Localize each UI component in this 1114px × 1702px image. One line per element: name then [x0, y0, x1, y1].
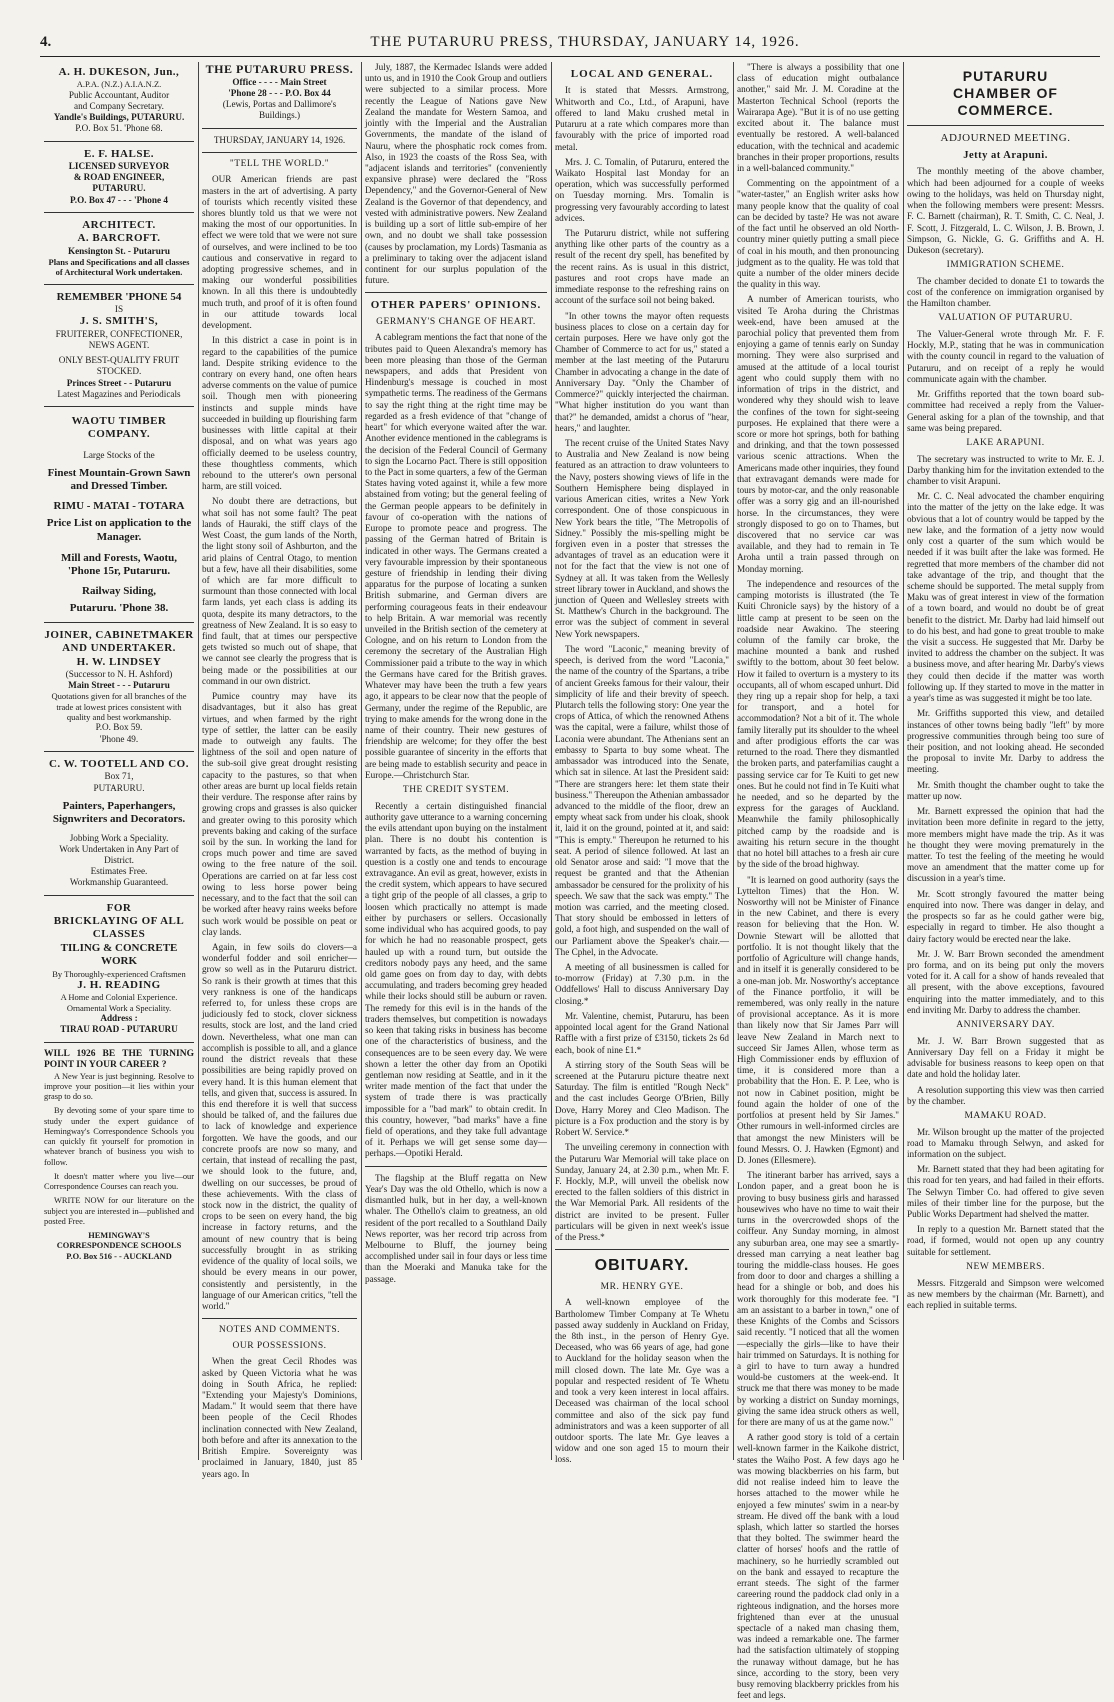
news-item: The Putaruru district, while not suffering anything like other parts of the country as a result of the recent dry spell, has benefited by the recent rains. As is usual in this district, pastures and root crops have made an immediate response to the refreshing rains on account of the surface soil not being baked. — [555, 228, 729, 306]
divider — [907, 125, 1104, 126]
ad-line: A Home and Colonial Experience. Ornamental Work a Speciality. — [60, 992, 178, 1013]
column-opinions — [361, 62, 551, 1460]
editorial-title: "TELL THE WORLD." — [229, 158, 330, 169]
ad-hemingway — [44, 1049, 194, 1262]
report-paragraph: Mr. Smith thought the chamber ought to take the matter up now. — [907, 779, 1104, 801]
paper-name: THE PUTARURU PRESS. — [205, 62, 354, 76]
section-heading: LAKE ARAPUNI. — [966, 437, 1045, 448]
obituary-heading: OBITUARY. — [594, 1257, 690, 1275]
ad-line: Workmanship Guaranteed. — [69, 877, 169, 888]
ad-paragraph: WRITE NOW for our literature on the subject you are interested in—published and posted Free. — [44, 1196, 194, 1226]
report-paragraph: The chamber decided to donate £1 to towards the cost of the conference on immigration organised by the Hamilton chamber. — [907, 275, 1104, 309]
ad-name: A. BARCROFT. — [77, 232, 161, 245]
ad-line: PUTARURU. — [92, 183, 146, 194]
report-paragraph: Mr. J. W. Barr Brown suggested that as Anniversary Day fell on a Friday it might be advisable for business reasons to keep open on that date and hold the holiday later. — [907, 1035, 1104, 1080]
news-item: "In other towns the mayor often requests business places to close on a certain day for certain purposes. Here we have only got the Chamber of Commerce to act for us," stated a member at the last meeting of the Putaruru Chamber in advocating a change in the date of Anniversary Day. "Only the Chamber of Commerce?" quickly interjected the chairman. "What higher institution do you want than that?" he demanded, amidst a chorus of "hear, hears," and laughter. — [555, 310, 729, 433]
divider — [44, 751, 194, 752]
ad-line: RIMU - MATAI - TOTARA — [53, 499, 185, 512]
ad-line: Plans and Specifications and all classes of Architectural Work undertaken. — [48, 256, 190, 278]
divider — [555, 1249, 729, 1250]
report-paragraph: The monthly meeting of the above chamber, which had been adjourned for a couple of weeks owing to the holidays, was held on Thursday night, when the following members were present: Messrs. F. C. Barnett (chairman), R. T. Smith, C. C. Neal, J. F. Scott, J. Fitzgerald, L. C. Wilson, J. B. Brown, J. Simpson, G. Nickle, G. G. Griffiths and A. H. Dukeson (secretary). — [907, 166, 1104, 255]
news-item: The unveiling ceremony in connection with the Putaruru War Memorial will take place on Sunday, January 24, at 2.30 p.m., when Mr. F. F. Hockly, M.P., will unveil the obelisk now erected to the fallen soldiers of this district in the War Memorial Park. All residents of the district are invited to be present. Fuller particulars will be given in next week's issue of the Press.* — [555, 1142, 729, 1243]
ad-paragraph: By devoting some of your spare time to study under the expert guidance of Hemingway's Correspondence Schools you can quickly fit yourself for promotion in whatever branch of business you wish to follow. — [44, 1106, 194, 1167]
ad-line: and Company Secretary. — [74, 100, 164, 111]
ad-reading — [44, 902, 194, 1036]
ad-line: Work Undertaken in Any Part of District. — [59, 843, 179, 865]
ad-line: Large Stocks of the — [83, 449, 155, 460]
ad-line: Box 71, — [104, 771, 134, 782]
news-item: "There is always a possibility that one class of education might outbalance another," said Mr. J. M. Coradine at the Masterton Technical School (reports the Wairarapa Age). "But it is of no use getting excited about it. The balance must eventually be restored. A well-balanced education, with the technical and academic branches in their proper proportions, results in a well-balanced community." — [737, 62, 899, 173]
ad-line: HEMINGWAY'S — [88, 1231, 150, 1241]
divider — [44, 1042, 194, 1043]
report-paragraph: Mr. Wilson brought up the matter of the projected road to Mamaku through Selwyn, and asked for information on the subject. — [907, 1126, 1104, 1159]
ad-name: WAOTU TIMBER COMPANY. — [71, 415, 167, 441]
divider — [44, 406, 194, 407]
report-paragraph: Messrs. Fitzgerald and Simpson were welcomed as new members by the chairman (Mr. Barnett), and each replied in suitable terms. — [907, 1277, 1104, 1310]
ad-name: J. H. READING — [77, 979, 161, 992]
report-paragraph: Mr. J. W. Barr Brown seconded the amendment pro forma, and on its being put only the movers voted for it. A call for a show of hands revealed that all present, with the above exceptions, favoured enquiring into the matter immediately, and to this end inviting Mr. Darby to address the chamber. — [907, 948, 1104, 1015]
ad-line: Finest Mountain-Grown Sawn and Dressed Timber. — [47, 467, 191, 493]
ad-line: Latest Magazines and Periodicals — [57, 388, 181, 399]
possessions-heading: OUR POSSESSIONS. — [232, 1340, 327, 1351]
report-paragraph: In reply to a question Mr. Barnett stated that the road, if formed, would not open up any country suitable for settlement. — [907, 1224, 1104, 1257]
divider — [44, 284, 194, 285]
divider — [44, 212, 194, 213]
ad-name: H. W. LINDSEY — [76, 655, 162, 668]
notes-heading: NOTES AND COMMENTS. — [218, 1325, 341, 1336]
section-heading: IMMIGRATION SCHEME. — [946, 260, 1065, 271]
ad-line: Kensington St. - Putaruru — [67, 245, 171, 256]
chamber-heading-line1: PUTARURU — [962, 68, 1049, 84]
editorial-dateline: THURSDAY, JANUARY 14, 1926. — [213, 134, 346, 145]
ad-line: Quotations given for all branches of the trade at lowest prices consistent with quality and best workmanship. — [51, 691, 187, 723]
ad-line: P.O. Box 516 - - AUCKLAND — [66, 1251, 172, 1261]
report-paragraph: Mr. Barnett expressed the opinion that had the invitation been more definite in regard to the jetty, more members might have made the trip. As it was he thought they were moving prematurely in the matter. To test the feeling of the meeting he would move an amendment that the matter come up for discussion in a year's time. — [907, 806, 1104, 884]
ad-tootell — [44, 758, 194, 889]
article-paragraph: When the great Cecil Rhodes was asked by Queen Victoria what he was doing in South Africa, he replied: "Extending your Majesty's Dominions, Madam." It would seem that there have been people of the Cecil Rhodes inclination connected with New Zealand, both before and after its annexation to the British Empire. Sovereignty was proclaimed in January, 1840, just 85 years ago. In — [202, 1356, 357, 1479]
section-heading: ANNIVERSARY DAY. — [956, 1020, 1055, 1031]
paper-masthead — [202, 62, 357, 122]
divider — [44, 622, 194, 623]
divider — [44, 141, 194, 142]
page-number: 4. — [40, 34, 52, 50]
ad-line: P.O. Box 59. — [95, 722, 143, 733]
ad-line: 'Phone 49. — [99, 733, 139, 744]
ad-line: IS — [114, 304, 124, 315]
news-item: The independence and resources of the camping motorists is illustrated (the Te Kuiti Chronicle says) by the history of a little camp at present to be seen on the roadside near Awakino. The steering column of the family car broke, the machine mounted a bank and rushed swiftly to the bottom, about 30 feet below. How it failed to overturn is a mystery to its occupants, all of whom escaped unhurt. Did they ring up a repair shop for help, a taxi for transport, and a hotel for accommodation? Not a bit of it. The whole family literally put its shoulder to the wheel and after prodigious efforts the car was returned to the road. There they dismantled the broken parts, and paterfamilias caught a passing service car for Te Kuiti to get new ones. But he could not find in Te Kuiti what he needed, and so he departed by the express for the garages of Auckland. Meanwhile the family philosophically pitched camp by the roadside and is awaiting his return secure in the thought that no hotel bill attaches to a fresh air cure by the side of the broad highway. — [737, 578, 899, 870]
column-editorial — [198, 62, 361, 1479]
ad-line: TIRAU ROAD - PUTARURU — [60, 1024, 178, 1035]
news-item: The itinerant barber has arrived, says a London paper, and a great boon he is proving to busy business girls and harassed housewives who have no time to wait their turns in the overcrowded shops of the coiffeur. Any Sunday morning, in almost any suburban area, one may see a smartly-dressed man carrying a neat leather bag touring the middle-class houses. He goes from door to door and charges a shilling a head for a shingle or bob, and does his work thoroughly for this moderate fee. "I am an assistant to a barber in town," one of these Knights of the Combs and Scissors said recently. "I noticed that all the women—especially the girls—like to have their hair trimmed on Saturdays. It is nothing for a girl to have to turn away a hundred would-be customers at the week-end. It struck me that there was money to be made by working a district on Sunday mornings, giving the same idea struck others as well, for there are many of us at the game now." — [737, 1170, 899, 1428]
ad-line: Address : — [100, 1013, 138, 1024]
ad-paragraph: It doesn't matter where you live—our Correspondence Courses can reach you. — [44, 1171, 194, 1192]
report-paragraph: The secretary was instructed to write to Mr. E. J. Darby thanking him for the invitation extended to the chamber to visit Arapuni. — [907, 453, 1104, 486]
page-header — [40, 34, 1100, 57]
news-item: A rather good story is told of a certain well-known farmer in the Kaikohe district, states the Waiho Post. A few days ago he was mowing blackberries on his farm, but did not realise indeed him to leave the horses attached to the mower while he enjoyed a few minutes' swim in a near-by stream. He dived off the bank with a loud splash, which latter so startled the horses that they bolted. The swimmer heard the clatter of horses' hoofs and the rattle of machinery, so he hurriedly scrambled out on the bank and essayed to recapture the errant steeds. The sight of the farmer careering round the paddock clad only in a righteous indignation, and the horses more frightened than ever at the unusual spectacle of a naked man chasing them, was indeed a remarkable one. The farmer had the satisfaction ultimately of stopping the runaway without damage, but he has since, according to the story, been very busy removing blackberry prickles from his feet and legs. — [737, 1432, 899, 1701]
ad-line: JOINER, CABINETMAKER AND UNDERTAKER. — [44, 628, 194, 655]
divider — [202, 128, 357, 129]
ad-line: REMEMBER 'PHONE 54 — [56, 290, 182, 303]
news-item: A number of American tourists, who visited Te Aroha during the Christmas week-end, have been amused at the parochial policy that prevented them from enjoying a game of tennis early on Sunday morning. They were also surprised and amused at the attitude of a local tourist agent who could supply them with no information of trips in the district, and wondered why they should wish to leave the confines of the town for sight-seeing purposes. He explained that there were a score or more hot springs, both for bathing and drinking, and that the town possessed various scenic attractions. When the Americans made other inquiries, they found that extravagant demands were made for tours by motor-car, and the only reasonable offer was a sorry gig and an ill-nourished horse. In the circumstances, they were strongly disposed to go on to Thames, but discovered that no service car was available, and they had to remain in Te Aroha until a train passed through on Monday morning. — [737, 294, 899, 574]
ad-line: A.P.A. (N.Z.) A.I.A.N.Z. — [76, 79, 162, 90]
ad-line: Putaruru. 'Phone 38. — [69, 602, 169, 615]
ad-line: & ROAD ENGINEER, — [73, 172, 165, 183]
ad-name: A. H. DUKESON, Jun., — [58, 66, 180, 78]
ad-line: Mill and Forests, Waotu, 'Phone 15r, Putaruru. — [60, 552, 178, 578]
ad-dukeson — [44, 66, 194, 135]
paper-buildings-line: (Lewis, Portas and Dallimore's Buildings.) — [222, 99, 337, 121]
report-paragraph: Mr. Barnett stated that they had been agitating for this road for ten years, and had failed in their efforts. The Selwyn Timber Co. had offered to give seven miles of their timber line for the purpose, but the Public Works Department had shelved the matter. — [907, 1164, 1104, 1220]
ad-line: CORRESPONDENCE SCHOOLS — [56, 1241, 182, 1251]
ad-waotu-timber — [44, 415, 194, 616]
ad-line: Jobbing Work a Speciality. — [69, 832, 169, 843]
report-paragraph: Mr. Griffiths reported that the town board sub-committee had received a reply from the Valuer-General asking for a plan of the township, and that same was being prepared. — [907, 389, 1104, 433]
report-paragraph: Mr. C. C. Neal advocated the chamber enquiring into the matter of the jetty on the lake edge. It was obvious that a lot of country would be tapped by the new lake, and the formation of a jetty now would only cost a quarter of the sum which would be needed if it was built after the lake was formed. He regretted that more members of the chamber did not take advantage of the trip, and thought that the scheme should be supported. The metal supply from Maku was of great interest in view of the formation of a town board, and would no doubt be of great benefit to the district. Mr. Darby had laid himself out to do his best, and had gone to great trouble to make the visit a success. He suggested that Mr. Darby be invited to address the chamber on the subject. It was a business move, and after hearing Mr. Darby's views they could then decide if the matter was worth following up. If they started to move in the matter in a year's time as was suggested it might be too late. — [907, 491, 1104, 704]
news-item: The word "Laconic," meaning brevity of speech, is derived from the word "Laconia," the name of the country of the Spartans, a tribe of ancient Greeks famous for their valour, their simplicity of life and their brevity of speech. Plutarch tells the following story: One year the crops of Attica, of which the renowned Athens was the capital, were a failure, whilst those of Laconia were abundant. The Athenians sent an embassy to Sparta to buy some wheat. The ambassador was introduced into the Senate, which sat in silence. At last the President said: "There are strangers here: let them state their business." Thereupon the Athenian ambassador advanced to the middle of the floor, drew an empty wheat sack from under his cloak, shook it, laid it on the ground, pointed at it, and said: "This is empty." Thereupon he returned to his seat. A period of silence followed. At last an old Senator arose and said: "I move that the request be granted and that the Athenian ambassador be censured for the prolixity of his speech. We saw that the sack was empty." The motion was carried, and the meeting closed. That story should be embossed in letters of gold, a foot high, and suspended on the wall of our Parliament above the Speaker's chair.—The Cphel, in the Advocate. — [555, 643, 729, 957]
ad-line: Public Accountant, Auditor — [68, 89, 170, 100]
news-item: Mr. Valentine, chemist, Putaruru, has been appointed local agent for the Grand National Raffle with a first prize of £3150, tickets 2s 6d each, book of nine £1.* — [555, 1010, 729, 1055]
ad-name: J. S. SMITH'S, — [79, 315, 159, 328]
obituary-subject: MR. HENRY GYE. — [600, 1281, 684, 1292]
news-item: It is stated that Messrs. Armstrong, Whitworth and Co., Ltd., of Arapuni, have offered to land Maku crushed metal in Putaruru at a rate which compares more than favourably with the price of imported road metal. — [555, 85, 729, 152]
divider — [44, 895, 194, 896]
news-item: "It is learned on good authority (says the Lyttelton Times) that the Hon. W. Nosworthy will not be Minister of Finance in the new Cabinet, and there is every reason for believing that the Hon. W. Downie Stewart will be allotted that portfolio. It is not thought likely that the portfolio of Agriculture will change hands, and in itself it is generally considered to be a one-man job. Mr. Nosworthy's acceptance of the Finance portfolio, it will be remembered, was only really in the nature of provisional acceptance. As it is more than likely now that Sir James Parr will leave New Zealand in March next to succeed Sir James Allen, whose term as High Commissioner ends by effluxion of time, it is considered more than a probability that the Hon. E. P. Lee, who is not now in Cabinet position, might be found again the holder of one of the portfolios at present held by Sir James." Other rumours in well-informed circles are that amongst the new Ministers will be found Messrs. O. J. Hawken (Egmont) and D. Jones (Ellesmere). — [737, 874, 899, 1165]
meeting-heading: ADJOURNED MEETING. — [940, 132, 1071, 145]
ad-lindsey — [44, 629, 194, 745]
editorial-paragraph: In this district a case in point is in regard to the capabilities of the pumice land. Despite striking evidence to the contrary on every hand, one often hears adverse comments on the value of pumice soil. Though men with pioneering instincts and supple minds have succeeded in building up flourishing farm businesses with little capital at their disposal, and on what was years ago officially deemed to be useless country, these thoughtless comments, which rebound to the utterer's own personal harm, are still voiced. — [202, 335, 357, 492]
editorial-paragraph: OUR American friends are past masters in the art of advertising. A party of tourists which recently visited these shores bluntly told us that we were not making the most of our opportunities. In effect we were told that we were not sure of ourselves, and were inclined to be too cautious and conservative in regard to adopting progressive schemes, and in making our wonderful possibilities known. In all this there is undoubtedly much truth, and proof of it is often found in our attitude towards local development. — [202, 174, 357, 331]
article-paragraph: July, 1887, the Kermadec Islands were added unto us, and in 1910 the Cook Group and outliers were subjected to a similar process. More recently the League of Nations gave New Zealand the mandate for Western Samoa, and jointly with the Imperial and the Australian Governments, the mandate of the island of Nauru, where the phosphatic rock comes from. Also, in 1923 the coasts of the Ross Sea, with "adjacent islands and territories" (conveniently expansive phrase) were declared the "Ross Dependency," and the Governor-General of New Zealand is the Governor of that dependency, and vested with administrative powers. New Zealand is building up a sort of little sub-empire of her own, and no doubt we shall take possession (causes by proclamation, my Lords) Tasmania as a preliminary to taking over the adjacent island continent for our surplus population of the future. — [365, 62, 547, 286]
ad-line: LICENSED SURVEYOR — [68, 161, 170, 172]
divider — [202, 152, 357, 153]
ad-line: Princes Street - - Putaruru — [66, 377, 172, 388]
article-paragraph: A cablegram mentions the fact that none of the tributes paid to Queen Alexandra's memory has been more pleasing than those of the German newspapers, and adds that President von Hindenburg's message is couched in most sympathetic terms. The readiness of the Germans to say the right thing at the right time may be regarded as a fresh evidence of that "change of heart" for which everyone waited after the war. Another evidence mentioned in the cablegrams is the decision of the Federal Council of Germany to sign the Locarno Pact. There is still opposition to the Pact in some quarters, a few of the German States having voted against it, while a few more abstained from voting; but the general feeling of the German people appears to be definitely in favour of co-operation with the nations of Europe to promote peace and progress. The passing of the German hatred of Britain is indicated in other ways. The Germans created a very favourable impression by their spontaneous gesture of friendship in lending their diving apparatus for the purpose of locating a sunken British submarine, and German divers are performing courageous feats in their endeavour to help Britain. A war memorial was recently unveiled in the British section of the cemetery at Cologne, and on his return to London from the ceremony the secretary of the Australian High Commissioner paid a tribute to the way in which the Germans have cared for the British graves. Whatever may have been the truth a few years ago, it appears to be clear now that the people of Germany, under the regime of the Republic, are trying to make amends for the wrong done in the name of their country. Their new gestures of friendship are welcome; for they offer the best possible guarantee of sincerity in the efforts that are being made to establish security and peace in Europe.—Christchurch Star. — [365, 332, 547, 780]
editorial-paragraph: No doubt there are detractions, but what soil has not some fault? The peat lands of Hauraki, the stiff clays of the West Coast, the gum lands of the North, the light stony soil of Ashburton, and the arid plains of Central Otago, to mention but a few, have all their disabilities, some of which are far more difficult to surmount than those connected with local farm lands, yet each class is adding its quota, despite its many detractors, to the greatness of New Zealand. It is so easy to find fault, that at times our perspective gets twisted so much out of shape, that we cannot see clearly the progress that is being made or the possibilities at our command in our own district. — [202, 496, 357, 686]
section-heading: MAMAKU ROAD. — [964, 1110, 1047, 1121]
ad-line: P.O. Box 51. 'Phone 68. — [75, 123, 163, 134]
column-local-general — [551, 62, 733, 1465]
ad-line: (Successor to N. H. Ashford) — [65, 668, 173, 679]
news-item: The recent cruise of the United States Navy to Australia and New Zealand is now being featured as an attraction to draw volunteers to the Navy, posters showing views of life in the Southern Hemisphere being displayed in various American cities, writes a New York correspondent. One of those conspicuous in New York bears the title, "The Metropolis of Sidney." Possibly the mis-spelling might be forgiven even in a poster that stresses the advantages of travel as an education were it not for the fact that the view is not one of Sydney at all. It was taken from the Wellesly street library tower in Auckland, and shows the junction of Queen and Wellesley streets with St. Matthew's Church in the background. The error was the subject of comment in several New York newspapers. — [555, 437, 729, 639]
ad-line: Railway Siding, — [82, 584, 156, 597]
other-papers-heading: OTHER PAPERS' OPINIONS. — [370, 299, 542, 312]
obituary-paragraph: A well-known employee of the Bartholomew Timber Company at Te Whetu passed away suddenly in Auckland on Friday, the 8th inst., in the person of Henry Gye. Deceased, who was 66 years of age, had gone to Auckland for the holiday season when the mill closed down. The late Mr. Gye was a popular and respected resident of Te Whetu and took a very keen interest in local affairs. Deceased was chairman of the local school committee and also of the sick pay fund administrators and was a keen supporter of all outdoor sports. The late Mr. Gye leaves a widow and one son aged 15 to mourn their loss. — [555, 1297, 729, 1465]
ad-line: BRICKLAYING OF ALL CLASSES — [53, 915, 185, 941]
news-item: Commenting on the appointment of a "water-taster," an English writer asks how many people know that the quality of coal can be decided by taste? He was not aware of the fact until he observed an old North-country miner quietly putting a small piece of coal in his mouth, and then pronouncing judgment as to the quality. He was told that quite a number of the older miners decide the quality in this way. — [737, 178, 899, 290]
germany-heading: GERMANY'S CHANGE OF HEART. — [376, 316, 536, 327]
report-paragraph: Mr. Griffiths supported this view, and detailed instances of other towns being badly "left" by more progressive communities through being too sure of their position, and not looking ahead. He seconded the proposal to invite Mr. Darby to address the meeting. — [907, 708, 1104, 775]
ad-heading: WILL 1926 BE THE TURNING POINT IN YOUR CAREER ? — [44, 1048, 194, 1071]
report-paragraph: A resolution supporting this view was then carried by the chamber. — [907, 1084, 1104, 1106]
news-item: Mrs. J. C. Tomalin, of Putaruru, entered the Waikato Hospital last Monday for an operation, which was successfully performed on Tuesday morning. Mrs. Tomalin is progressing very favourably according to latest advices. — [555, 156, 729, 223]
ad-line: Yandle's Buildings, PUTARURU. — [53, 112, 185, 123]
meeting-subheading: Jetty at Arapuni. — [963, 149, 1048, 161]
local-general-heading: LOCAL AND GENERAL. — [570, 68, 714, 80]
ad-line: TILING & CONCRETE WORK — [60, 941, 178, 968]
editorial-paragraph: Pumice country may have its disadvantages, but it also has great virtues, and when farmed by the right type of settler, the latter can be easily made to outweigh any faults. The lightness of the soil and open nature of the sub-soil give great drought resisting capacity to the pastures, so that when other areas are burnt up local fields retain their verdure. The response after rains by growing crops and grasses is also quicker and greater owing to this porosity which prevents baking and caking of the surface soil by the sun. In working the land for crops much power and time are saved owing to the free nature of the soil. Operations are carried on at far less cost owing to less horse power being necessary, and to the fact that the soil can be worked after heavy rains weeks before such work would be possible on peat or clay lands. — [202, 691, 357, 937]
column-advertisements — [40, 62, 198, 1460]
ad-line: Painters, Paperhangers, Signwriters and Decorators. — [52, 799, 186, 826]
report-paragraph: The Valuer-General wrote through Mr. F. F. Hockly, M.P., stating that he was in communication with the county council in regard to the valuation of Putaruru, and on receipt of a reply he would communicate again with the chamber. — [907, 329, 1104, 384]
ad-line: Price List on application to the Manager. — [46, 517, 192, 543]
ad-line: FRUITERER, CONFECTIONER, NEWS AGENT. — [55, 328, 183, 350]
report-paragraph: Mr. Scott strongly favoured the matter being enquired into now. There was danger in delay, and the prospects so far as he could gather were big, especially in regard to timber. He also thought a dairy factory would be erected near the lake. — [907, 888, 1104, 944]
paper-office-line: Office - - - - Main Street — [232, 76, 327, 87]
divider — [202, 1318, 357, 1319]
credit-heading: THE CREDIT SYSTEM. — [402, 785, 510, 796]
ad-line: Main Street - - - Putaruru — [68, 680, 170, 691]
ad-barcroft — [44, 219, 194, 278]
divider — [365, 292, 547, 293]
editorial-paragraph: Again, in few soils do clovers—a wonderful fodder and soil enricher—grow so well as in the Putaruru district. So rank is their growth at times that this very rankness is one of the handicaps referred to, for unless these crops are judiciously fed to stock, clover sickness results, stock are lost, and the land cried down. Nevertheless, what one man can accomplish is possible to all, and a glance round the district reveals that these possibilities are being rapidly proved on every hand. It is this human element that tells, and given that, success is assured. In this end therefore it is well that success should be talked of, and the failures due to lack of knowledge and experience forgotten. We have the goods, and our concrete proofs are now so many, and certain, that instead of recalling the past, we should look to the future, and, dwelling on our successes, be proud of these achievements. With the class of stock now in the district, the quality of crops to be seen on every hand, the big increase in factory returns, and the amount of new country that is being successfully brought in as striking evidence of the quality of local soils, we should be every means in our power, consistently and persistently, in the language of our American critics, "tell the world." — [202, 941, 357, 1311]
ad-line: PUTARURU. — [93, 782, 145, 793]
ad-name: E. F. HALSE. — [83, 147, 155, 160]
article-paragraph: The flagship at the Bluff regatta on New Year's Day was the old Othello, which is now a dismantled hulk, but in her day, a well-known whaler. The Othello's claim to greatness, an old resident of the port recalled to a Southland Daily News reporter, was her record trip across from Melbourne to Bluff, the journey being accomplished under sail in four days or less time than the Moeraki and Manuka take for the passage. — [365, 1172, 547, 1284]
column-general-news — [733, 62, 903, 1701]
article-paragraph: Recently a certain distinguished financial authority gave utterance to a warning concerning the evils attendant upon buying on the instalment plan. There is no doubt his contention is warranted by facts, as the method of buying in question is a costly one and tends to encourage extravagance. An evil as great, however, exists in the credit system, which appears to have secured a tight grip of the people of all classes, a grip to loosen which practically no attempt is made either by purchasers or sellers. Occasionally some individual who has acquired goods, to pay for which he had no reasonable prospect, gets hauled up with a round turn, but outside the creditors nobody pays any heed, and the same old game goes on from day to day, with debts accumulating, and traders becoming grey headed while their locks should still be auburn or raven. The remedy for this evil is in the hands of the traders themselves, but competition is nowadays so keen that taking risks in business has become one of the characteristics of business, and the consequences are to be seen every day. We were shown a letter the other day from an Opotiki gentleman now residing at Seattle, and in it the writer made mention of the fact that under the system of trade there is was practically impossible for a "bad mark" to obtain credit. In this country, however, "bad marks" have a fine field of operations, and they take full advantage of it. Perhaps we will get sense some day—perhaps.—Opotiki Herald. — [365, 800, 547, 1159]
ad-line: P.O. Box 47 - - - 'Phone 4 — [70, 194, 168, 205]
news-item: A stirring story of the South Seas will be screened at the Putaruru picture theatre next Saturday. The film is entitled "Rough Neck" and the cast includes George O'Brien, Billy Dove, Harry Morey and Cleo Madison. The picture is a Fox production and the story is by Robert W. Service.* — [555, 1059, 729, 1138]
ad-line: FOR — [106, 901, 132, 914]
ad-heading: ARCHITECT. — [82, 218, 156, 231]
divider — [365, 1166, 547, 1167]
paper-phone-line: 'Phone 28 - - - P.O. Box 44 — [228, 87, 331, 98]
section-heading: VALUATION OF PUTARURU. — [938, 313, 1073, 324]
ad-smith — [44, 291, 194, 400]
ad-line: Estimates Free. — [90, 866, 148, 877]
column-chamber-of-commerce — [903, 62, 1108, 1460]
news-item: A meeting of all businessmen is called for to-morrow (Friday) at 7.30 p.m. in the Oddfellows' Hall to discuss Anniversary Day closing.* — [555, 962, 729, 1006]
chamber-heading-line2: CHAMBER OF COMMERCE. — [953, 85, 1058, 119]
ad-line: By Thoroughly-experienced Craftsmen — [52, 968, 186, 979]
section-heading: NEW MEMBERS. — [966, 1261, 1045, 1272]
ad-line: ONLY BEST-QUALITY FRUIT STOCKED. — [58, 355, 180, 377]
ad-halse — [44, 148, 194, 206]
newspaper-dateline-title: THE PUTARURU PRESS, THURSDAY, JANUARY 14, 1926. — [370, 34, 800, 50]
ad-paragraph: A New Year is just beginning. Resolve to improve your position—it lies within your grasp to do so. — [44, 1071, 194, 1102]
ad-name: C. W. TOOTELL AND CO. — [48, 757, 189, 770]
